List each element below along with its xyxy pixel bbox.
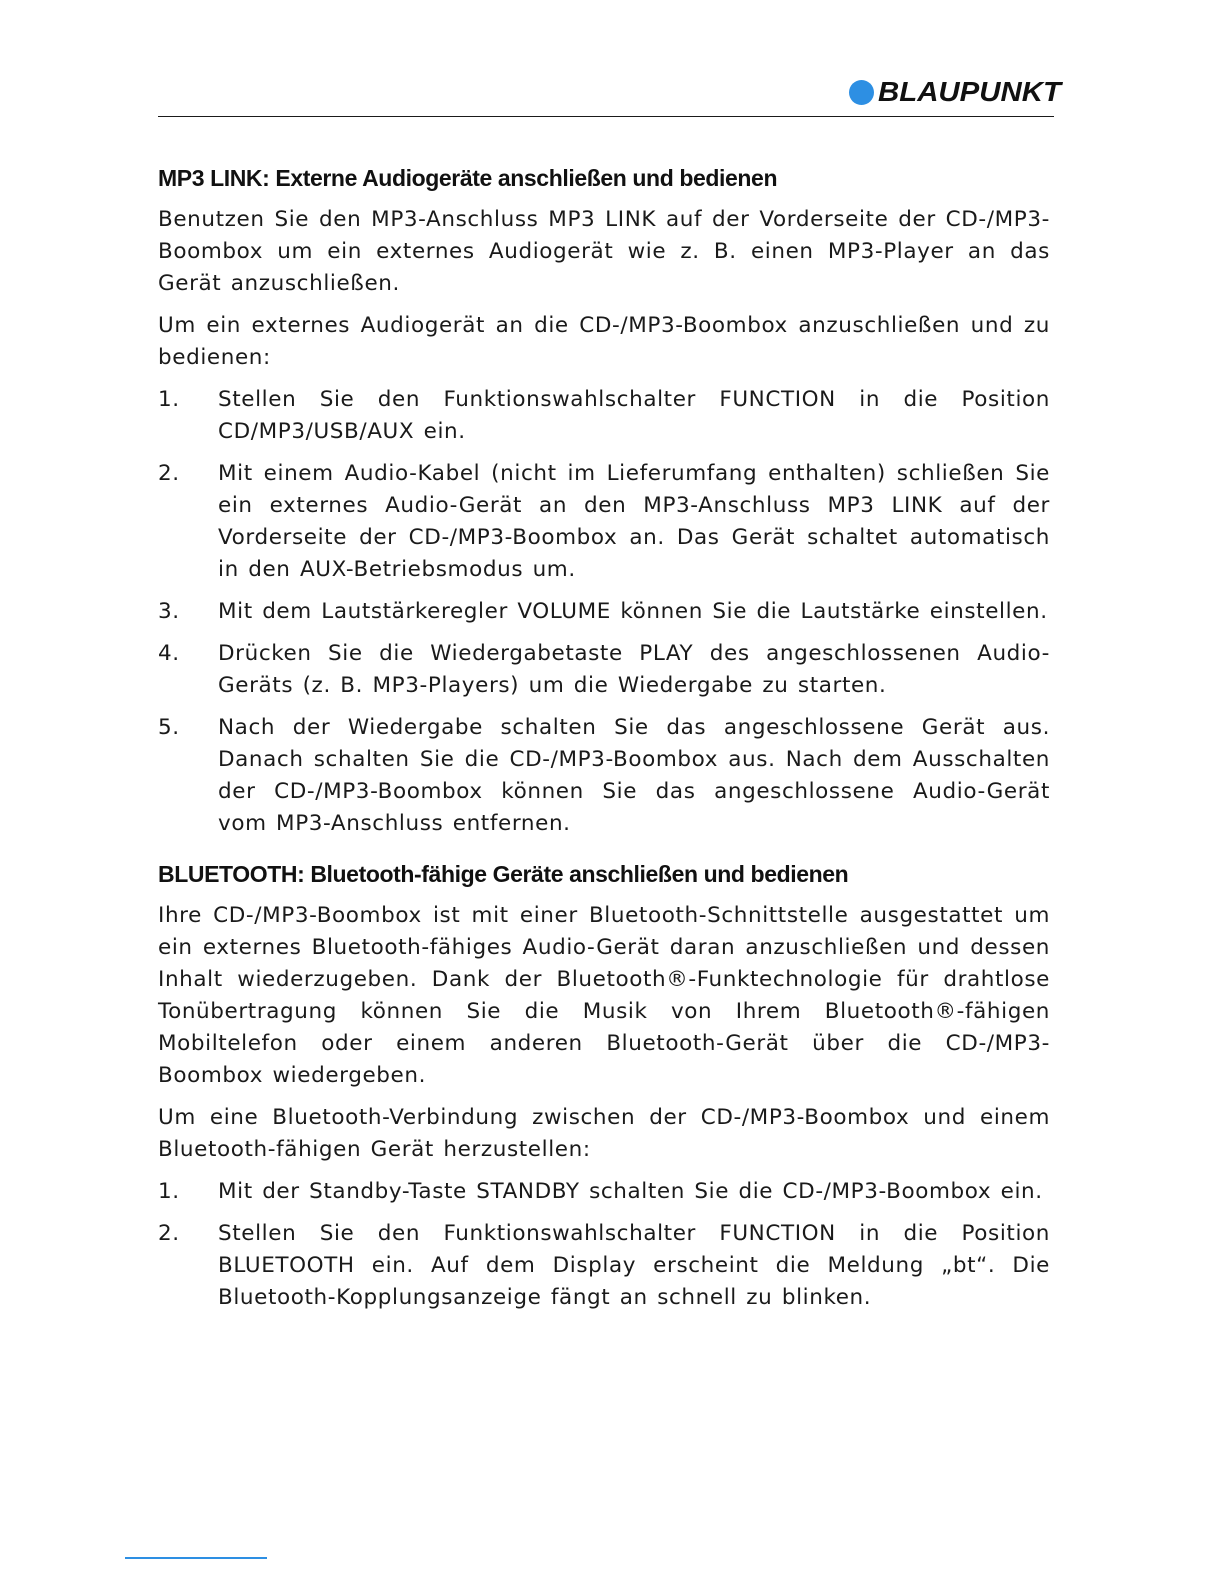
section-bluetooth [158, 856, 1050, 1314]
step-text: Mit der Standby-Taste STANDBY schalten Sie die CD-/MP3-Boombox ein. [218, 1179, 1043, 1204]
step-number: 5. [158, 715, 180, 740]
footer-divider [125, 1557, 267, 1559]
section-heading: BLUETOOTH: Bluetooth-fähige Geräte anschließen und bedienen [158, 861, 849, 887]
list-item [158, 384, 1050, 448]
step-text: Stellen Sie den Funktionswahlschalter FUNCTION in die Position BLUETOOTH ein. Auf dem Display erscheint die Meldung „bt“. Die Bluetooth-Kopplungsanzeige fängt an schnell zu blinken. [218, 1221, 1050, 1310]
steps-list [158, 384, 1050, 840]
section-mp3-link [158, 160, 1050, 840]
section-heading: MP3 LINK: Externe Audiogeräte anschließen und bedienen [158, 165, 778, 191]
list-item [158, 1176, 1050, 1208]
brand-name: BLAUPUNKT [877, 76, 1061, 107]
step-text: Mit dem Lautstärkeregler VOLUME können Sie die Lautstärke einstellen. [218, 599, 1048, 624]
brand-logo [849, 76, 1061, 108]
list-item [158, 712, 1050, 840]
step-number: 3. [158, 599, 180, 624]
section-lead: Um eine Bluetooth-Verbindung zwischen der CD-/MP3-Boombox und einem Bluetooth-fähigen Gerät herzustellen: [158, 1105, 1050, 1162]
step-number: 2. [158, 1221, 180, 1246]
step-number: 1. [158, 1179, 180, 1204]
page-header [158, 70, 1061, 117]
step-text: Nach der Wiedergabe schalten Sie das angeschlossene Gerät aus. Danach schalten Sie die CD-/MP3-Boombox aus. Nach dem Ausschalten der CD-/MP3-Boombox können Sie das angeschlossene Audio-Gerät vom MP3-Anschluss entfernen. [218, 715, 1050, 836]
list-item [158, 458, 1050, 586]
section-intro: Benutzen Sie den MP3-Anschluss MP3 LINK auf der Vorderseite der CD-/MP3- Boombox um ein externes Audiogerät wie z. B. einen MP3-Player an das Gerät anzuschließen. [158, 207, 1050, 296]
step-number: 4. [158, 641, 180, 666]
section-intro: Ihre CD-/MP3-Boombox ist mit einer Bluetooth-Schnittstelle ausgestattet um ein externes Bluetooth-fähiges Audio-Gerät daran anzuschließen und dessen Inhalt wiederzugeben. Dank der Bluetooth®-Funktechnologie für drahtlose Tonübertragung können Sie die Musik von Ihrem Bluetooth®-fähigen Mobiltelefon oder einem anderen Bluetooth-Gerät über die CD-/MP3-Boombox wiedergeben. [158, 903, 1050, 1088]
list-item [158, 596, 1050, 628]
page-content [158, 160, 1050, 1324]
step-text: Drücken Sie die Wiedergabetaste PLAY des angeschlossenen Audio-Geräts (z. B. MP3-Players) um die Wiedergabe zu starten. [218, 641, 1050, 698]
step-number: 1. [158, 387, 180, 412]
list-item [158, 1218, 1050, 1314]
step-number: 2. [158, 461, 180, 486]
steps-list [158, 1176, 1050, 1314]
section-lead: Um ein externes Audiogerät an die CD-/MP3-Boombox anzuschließen und zu bedienen: [158, 313, 1050, 370]
list-item [158, 638, 1050, 702]
step-text: Stellen Sie den Funktionswahlschalter FUNCTION in die Position CD/MP3/USB/AUX ein. [218, 387, 1050, 444]
brand-dot-icon [849, 80, 874, 105]
step-text: Mit einem Audio-Kabel (nicht im Lieferumfang enthalten) schließen Sie ein externes Audio-Gerät an den MP3-Anschluss MP3 LINK auf der Vorderseite der CD-/MP3-Boombox an. Das Gerät schaltet automatisch in den AUX-Betriebsmodus um. [218, 461, 1050, 582]
